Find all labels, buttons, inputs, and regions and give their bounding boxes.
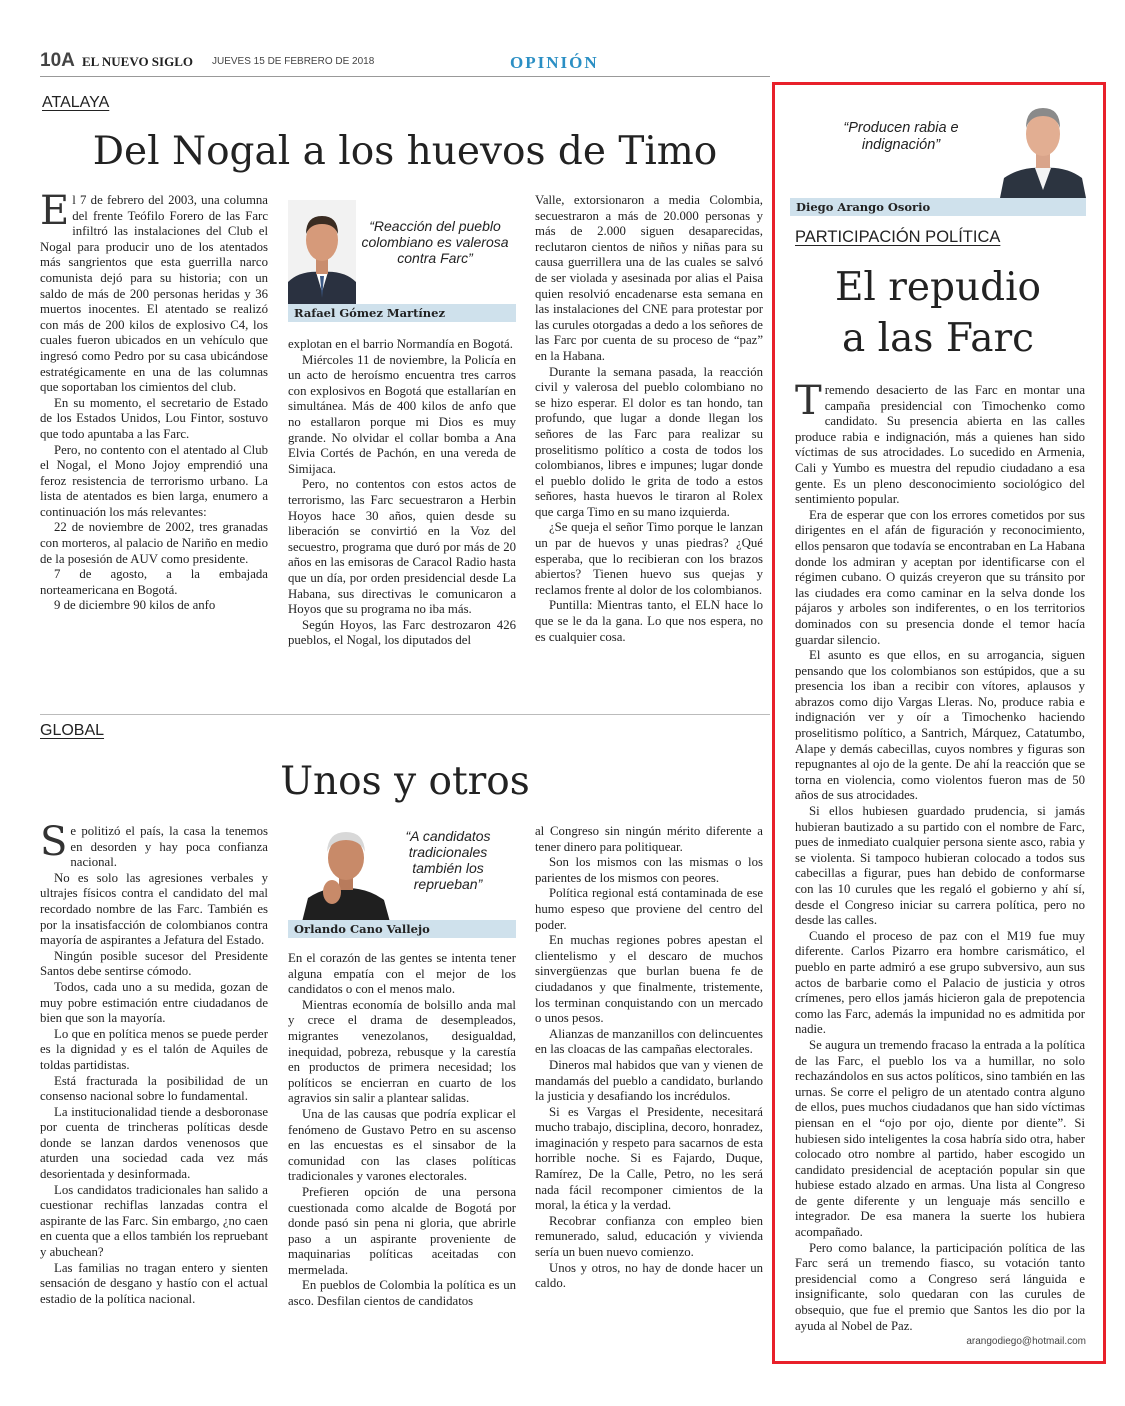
paragraph: Política regional está contaminada de ese humo espeso que proviene del centro del poder. xyxy=(535,886,763,932)
paragraph: Miércoles 11 de noviembre, la Policía en un acto de heroísmo encuentra tres carros con explosivos en Bogotá que estallarían en simultánea. Más de 400 kilos de anfo que no estallaron porque mi Dios es muy grande. No olvidar el collar bomba a Ana Elvia Cortés de Pachón, en una vereda de Simijaca. xyxy=(288,352,516,476)
article1-column-2 xyxy=(288,337,516,649)
author-photo xyxy=(1000,94,1086,198)
paragraph: Las familias no tragan entero y sienten sensación de desgano y hastío con el actual estadio de la política nacional. xyxy=(40,1260,268,1306)
paragraph: Si es Vargas el Presidente, necesitará mucho trabajo, disciplina, decoro, honradez, imaginación y respeto para sacarnos de esta horrible noche. Si es Fajardo, Duque, Ramírez, De la Calle, Petro, no les será nada fácil recomponer cimientos de la moral, la ética y la verdad. xyxy=(535,1104,763,1213)
paragraph: Está fracturada la posibilidad de un consenso nacional sobre lo fundamental. xyxy=(40,1073,268,1104)
article1-headline: Del Nogal a los huevos de Timo xyxy=(92,129,718,174)
author-email[interactable]: arangodiego@hotmail.com xyxy=(966,1336,1086,1347)
article2-kicker: GLOBAL xyxy=(40,722,105,739)
author-box xyxy=(288,196,516,324)
paragraph: Mientras economía de bolsillo anda mal y crece el drama de desempleados, migrantes venezolanos, desigualdad, inequidad, pobreza, rebusque y la carestía en productos de primera necesidad; los políticos se encierran en cuarto de los agravios sin salir a plantear salidas. xyxy=(288,997,516,1106)
page-number: 10A xyxy=(40,50,75,71)
paragraph: e politizó el país, la casa la tenemos en desorden y hay poca confianza nacional. xyxy=(70,824,268,870)
paragraph: En su momento, el secretario de Estado de los Estados Unidos, Lou Fintor, sostuvo que todo apuntaba a las Farc. xyxy=(40,395,268,441)
article3-kicker: PARTICIPACIÓN POLÍTICA xyxy=(795,228,1001,246)
author-byline: Diego Arango Osorio xyxy=(790,198,1086,216)
paragraph: 22 de noviembre de 2002, tres granadas con morteros, al palacio de Nariño en medio de la posesión de AUV como presidente. xyxy=(40,520,268,566)
paragraph: Recobrar confianza con empleo bien remunerado, salud, educación y vivienda sería un buen nuevo comienzo. xyxy=(535,1213,763,1260)
article1-column-3 xyxy=(535,193,763,645)
paragraph: Una de las causas que podría explicar el fenómeno de Gustavo Petro en su ascenso en las encuestas es el sinsabor de la comunidad con las clases políticas tradicionales y varones electorales. xyxy=(288,1106,516,1184)
paragraph: En el corazón de las gentes se intenta tener alguna empatía con el mejor de los candidatos o con el menos malo. xyxy=(288,951,516,997)
paragraph: Los candidatos tradicionales han salido a cuestionar rechiflas lanzadas contra el aspirante de las Farc. Sin embargo, ¿no caen en cuenta que a ellos también los repruebant y abuchean? xyxy=(40,1182,268,1260)
headline-line: El repudio xyxy=(834,265,1042,310)
masthead-rule xyxy=(40,76,770,77)
newspaper-name: EL NUEVO SIGLO xyxy=(82,54,193,69)
paragraph: Durante la semana pasada, la reacción civil y valerosa del pueblo colombiano no se hizo esperar. El dolor es tan hondo, tan profundo, que lugar a donde llegan los señores de las Farc para realizar su proselitismo político a costa de todos los colombianos, libres e impunes; lugar donde el pueblo dolido le grita de todo a estos señores, hasta huevos le tiraron al Rolex que carga Timo en su mano izquierda. xyxy=(535,364,763,519)
author-photo xyxy=(288,200,356,304)
author-byline: Rafael Gómez Martínez xyxy=(288,304,516,322)
paragraph: ¿Se queja el señor Timo porque le lanzan un par de huevos y unas piedras? ¿Qué esperaba, que lo recibieran con los brazos abiertos? Tienen huevo sus quejas y reclamos frente al dolor de los colombianos. xyxy=(535,520,763,597)
paragraph: al Congreso sin ningún mérito diferente a tener dinero para politiquear. xyxy=(535,824,763,854)
paragraph: Todos, cada uno a su medida, gozan de muy pobre estimación entre ciudadanos de bien que son la mayoría. xyxy=(40,979,268,1026)
paragraph: 9 de diciembre 90 kilos de anfo xyxy=(54,598,216,613)
paragraph: Pero, no contento con el atentado al Club el Nogal, el Mono Jojoy emprendió una feroz resistencia de terrorismo urbano. La lista de atentados es bien larga, enumero a continuación los más relevantes: xyxy=(40,442,268,519)
article1-column-1 xyxy=(40,188,268,614)
paragraph: En muchas regiones pobres apestan el clientelismo y el descaro de muchos sinvergüenzas que burlan buena fe de ciudadanos y que finalmente, tristemente, los terminan conquistando con un mercado o unos pesos. xyxy=(535,933,763,1026)
paragraph: No es solo las agresiones verbales y ultrajes físicos contra el candidato del mal recordado nombre de las Farc. También es por la insatisfacción de colombianos contra mayoría de aspirantes a Jefatura del Estado. xyxy=(40,870,268,948)
article2-column-3 xyxy=(535,824,763,1292)
pull-quote: “A candidatos tradicionales también los reprueban” xyxy=(405,828,491,892)
paragraph: Se augura un tremendo fracaso la entrada a la política de las Farc, el pueblo los va a humillar, no solo rechazándolos en sus actos políticos, sino también en las urnas. Se corre el peligro de un atentado contra alguno de ellos, pues muchos ciudadanos que han sido víctimas piensan en el “ojo por ojo, diente por diente”. Si hubiesen sido inteligentes la cosa habría sido otra, haber colocado otro nombre al partido, haber escogido un candidato presidencial de aceptación popular sin que hubiese estado alzado en armas. Una lista al Congreso de gente diferente y un lenguaje más sencillo e integrador. De esa manera la suerte los hubiera acompañado. xyxy=(795,1037,1085,1240)
paragraph: Era de esperar que con los errores cometidos por sus dirigentes en el afán de figuración y reconocimiento, ellos pensaron que todavía se encontraban en La Habana donde los admiran y aceptan por identificarse con el régimen cubano. O quizás creyeron que su tránsito por las ciudades era como caminar en la selva donde los pájaros y arboles son indiferentes, o en los territorios dominados con su presencia donde el temor hacía guardar silencio. xyxy=(795,507,1085,647)
paragraph: Prefieren opción de una persona cuestionada como alcalde de Bogotá por donde pasó sin pena ni gloria, que abrirle paso a un aspirante proveniente de maquinarias políticas aceitadas con mermelada. xyxy=(288,1184,516,1277)
paragraph: El asunto es que ellos, en su arrogancia, siguen pensando que los colombianos son estúpidos, que a su presencia los iban a recibir con vítores, aplausos y abrazos como dijo Vargas Lleras. No, produce rabia e indignación ver y oír a Timochenko haciendo proselitismo político, a Santrich, Márquez, Catatumbo, Alape y demás cabecillas, cuyos nombres y figuras son repugnantes al ojo de la gente. De ahí la reacción que se torna en violencia, como violentos fueron mas de 50 años de sus atrocidades. xyxy=(795,648,1085,803)
section-divider xyxy=(40,714,770,715)
paragraph: La institucionalidad tiende a desboronase por cuenta de trincheras políticas desde donde se lanzan dardos venenosos que aturden una sociedad cada vez más desorientada y desinformada. xyxy=(40,1104,268,1182)
paragraph: 7 de agosto, a la embajada norteamericana en Bogotá. xyxy=(40,567,268,597)
pull-quote: “Reacción del pueblo colombiano es valerosa contra Farc” xyxy=(361,218,509,266)
article2-column-2 xyxy=(288,951,516,1310)
article3-headline xyxy=(790,262,1086,364)
paragraph: Pero, no contentos con estos actos de terrorismo, las Farc secuestraron a Herbin Hoyos hace 30 años, quien desde su liberación se convirtió en la Voz del secuestro, programa que duró por más de 20 años en las emisoras de Caracol Radio hasta que un día, por orden presidencial desde La Habana, sus directivas le comunicaron a Hoyos que su programa no iba más. xyxy=(288,477,516,617)
paragraph: Unos y otros, no hay de donde hacer un caldo. xyxy=(535,1260,763,1291)
article2-column-1 xyxy=(40,819,268,1307)
paragraph: Ningún posible sucesor del Presidente Santos debe sentirse cómodo. xyxy=(40,948,268,979)
issue-date: JUEVES 15 DE FEBRERO DE 2018 xyxy=(212,56,375,67)
author-photo xyxy=(302,822,390,922)
paragraph: Cuando el proceso de paz con el M19 fue muy diferente. Carlos Pizarro era hombre carismático, el pueblo en parte admiró a ese grupo subversivo, aun sus actos de barbarie como el Palacio de justicia y otros crímenes, pero ellos jamás hicieron gala de prepotencia como las Farc, además la impunidad no es admitida por nadie. xyxy=(795,928,1085,1037)
author-box xyxy=(288,822,516,940)
paragraph: explotan en el barrio Normandía en Bogotá. xyxy=(288,337,513,351)
paragraph: Puntilla: Mientras tanto, el ELN hace lo que se le da la gana. Lo que nos espera, no es cualquier cosa. xyxy=(535,598,763,644)
paragraph: Pero como balance, la participación política de las Farc será un tremendo fiasco, su votación tanto presidencial como a Congreso será lánguida e insignificante, solo quedaran con las curules de obsequio, que fue el premio que Santos les dio por la ayuda al Nobel de Paz. xyxy=(795,1240,1085,1333)
article3-column xyxy=(795,378,1085,1334)
paragraph: l 7 de febrero del 2003, una columna del frente Teófilo Forero de las Farc infiltró las instalaciones del Club el Nogal para producir uno de los atentados más sangrientos que esta guerrilla narco comunista dejó para su historia; con un saldo de más de 200 personas heridas y 36 muertos inocentes. El atentado se realizó con más de 200 kilos de explosivo C4, los cuales fueron ubicados en un vehículo que ingresó como Pedro por su casa ubicándose estratégicamente en una de las columnas que soportaban los cimientos del club. xyxy=(40,193,268,395)
section-title: OPINIÓN xyxy=(510,53,599,72)
paragraph: Si ellos hubiesen guardado prudencia, si jamás hubieran bautizado a su partido con el nombre de Farc, pues de inmediato cualquier persona siente asco, rabia y se violenta. Si tampoco hubieran colocado a todos sus cabecillas a figurar, pues han debido de conformarse con las 10 curules que les regaló el gobierno y ahí sí, desde el Congreso iniciar su carrera política, pero no desde las calles. xyxy=(795,804,1085,928)
paragraph: En pueblos de Colombia la política es un asco. Desfilan cientos de candidatos xyxy=(288,1278,516,1309)
paragraph: Según Hoyos, las Farc destrozaron 426 pueblos, el Nogal, los diputados del xyxy=(288,617,516,648)
pull-quote: “Producen rabia e indignación” xyxy=(843,120,959,153)
article2-headline: Unos y otros xyxy=(280,759,530,804)
drop-cap: T xyxy=(795,378,822,424)
article1-kicker: ATALAYA xyxy=(42,94,110,111)
headline-line: a las Farc xyxy=(842,316,1034,361)
paragraph: Dineros mal habidos que van y vienen de mandamás del pueblo a candidato, burlando la justicia y desafiando los incrédulos. xyxy=(535,1057,763,1104)
author-byline: Orlando Cano Vallejo xyxy=(288,920,516,938)
paragraph: Son los mismos con las mismas o los parientes de los mismos con peores. xyxy=(535,855,763,885)
paragraph: Lo que en política menos se puede perder es la dignidad y es el talón de Aquiles de toldas partidistas. xyxy=(40,1026,268,1072)
drop-cap: S xyxy=(40,819,68,865)
paragraph: Alianzas de manzanillos con delincuentes en las cloacas de las campañas electorales. xyxy=(535,1026,763,1057)
paragraph: remendo desacierto de las Farc en montar una campaña presidencial con Timochenko como candidato. Su presencia abierta en las calles produce rabia e indignación, más a quienes han sido víctimas de sus atrocidades. Lo sucedido en Armenia, Cali y Yumbo es muestra del repudio ciudadano a esa gente. Es un pleno desconocimiento sociológico del sentimiento popular. xyxy=(795,383,1085,507)
drop-cap: E xyxy=(40,188,70,234)
masthead xyxy=(40,50,1110,74)
paragraph: Valle, extorsionaron a media Colombia, secuestraron a más de 20.000 personas y más de 2.000 siguen desaparecidas, reclutaron cientos de niños y niñas para su causa guerrillera una de las cuales se salvó de ser violada y asesinada por alias el Paisa quien resolvió encadenarse esta semana en las instalaciones del CNE para protestar por las curules otorgadas a dedo a los señores de las Farc por cuenta de su proceso de “paz” en la Habana. xyxy=(535,193,763,363)
